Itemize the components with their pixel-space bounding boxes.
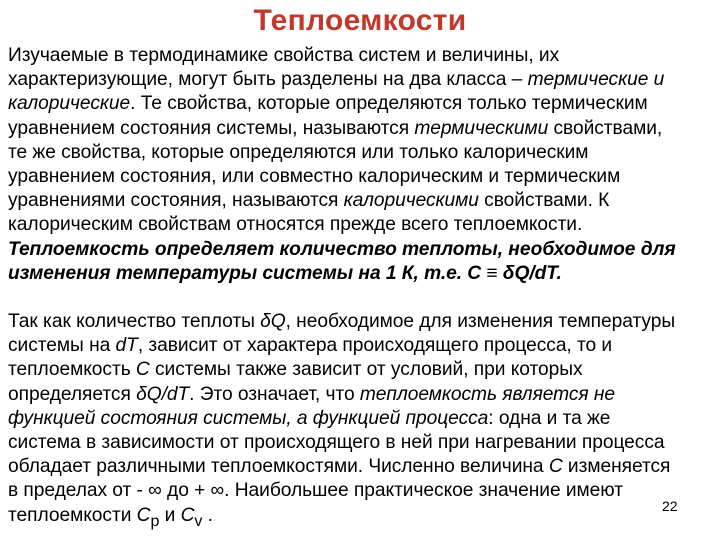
slide-title: Теплоемкости <box>253 4 467 37</box>
text-line: уравнениями состояния, называются калорическими свойствами. К <box>8 190 610 212</box>
paragraph-1 <box>8 44 714 286</box>
term-caloric: калорические <box>8 93 131 115</box>
text-line: система в зависимости от происходящего в ней при нагревании процесса <box>8 432 665 454</box>
text-line: Изучаемые в термодинамике свойства систем и величины, их <box>8 45 560 66</box>
paragraph-2 <box>8 310 714 534</box>
text-line: системы на dT, зависит от характера происходящего процесса, то и <box>8 335 613 357</box>
text-line: обладает различными теплоемкостями. Численно величина С изменяется <box>8 456 671 478</box>
text-line: калорическим свойствам относятся прежде всего теплоемкости. <box>8 214 583 236</box>
text-line: те же свойства, которые определяются или только калорическим <box>8 141 589 163</box>
text-line: уравнением состояния, или совместно калорическим и термическим <box>8 166 621 188</box>
text-line: Так как количеcтво теплоты δQ, необходимое для изменения температуры <box>8 311 676 333</box>
text-line: функцией состояния системы, а функцией процесса: одна и та же <box>8 407 611 429</box>
text-line: теплоемкости $С_p$ и $С_v$ . <box>8 504 213 530</box>
text-line: уравнением состояния системы, называются термическими свойствами, <box>8 117 663 139</box>
text-line: калорические. Те свойства, которые определяются только термическим <box>8 93 648 115</box>
definition-line: Теплоемкость определяет количество теплоты, необходимое для <box>8 238 676 260</box>
slide-body <box>8 44 714 534</box>
page-number: 22 <box>662 498 678 514</box>
term-thermal: термические и <box>527 69 665 91</box>
text-line: определяется δQ/dT. Это означает, что теплоемкость является не <box>8 383 616 405</box>
definition-line: изменения температуры системы на 1 К, т.е. С ≡ δQ/dT. <box>8 262 562 284</box>
text-line: в пределах от - ∞ до + ∞. Наибольшее практическое значение имеют <box>8 480 623 502</box>
text-line: характеризующие, могут быть разделены на два класса – термические и <box>8 69 665 91</box>
text-line: теплоемкость С системы также зависит от условий, при которых <box>8 359 583 381</box>
